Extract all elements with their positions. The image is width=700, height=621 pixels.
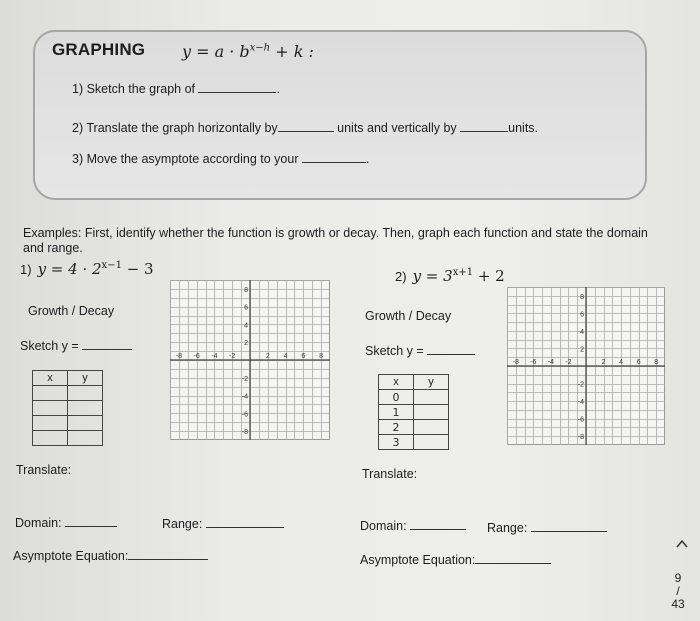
- problem-2-coordinate-grid: [507, 287, 665, 445]
- blank-line: [65, 516, 117, 527]
- problem-2-growth-decay: Growth / Decay: [365, 309, 452, 323]
- problem-1-domain: Domain:: [15, 516, 117, 530]
- blank-line: [302, 152, 366, 163]
- blank-line: [82, 339, 132, 350]
- x-tick-label: 6: [301, 353, 306, 360]
- y-tick-label: 2: [580, 346, 584, 354]
- problem-2-table: x y 0 1 2 3: [378, 374, 449, 450]
- y-tick-label: 4: [244, 322, 248, 330]
- page-title: GRAPHING: [52, 40, 146, 59]
- x-tick-label: 6: [636, 359, 641, 366]
- blank-line: [198, 82, 276, 93]
- problem-1-coordinate-grid: [170, 280, 330, 440]
- instructions: Examples: First, identify whether the function is growth or decay. Then, graph each function and state the domain and range.: [23, 226, 648, 255]
- x-tick-label: -4: [211, 353, 218, 360]
- blank-line: [206, 517, 284, 528]
- blank-line: [410, 519, 466, 530]
- problem-2-asymptote: Asymptote Equation:: [360, 553, 551, 567]
- y-tick-label: 6: [580, 311, 584, 319]
- x-tick-label: 2: [265, 353, 270, 360]
- problem-1-asymptote: Asymptote Equation:: [13, 549, 208, 563]
- blank-line: [427, 344, 475, 355]
- x-tick-label: 8: [654, 359, 659, 366]
- step-3: 3) Move the asymptote according to your .: [72, 152, 370, 166]
- x-tick-label: -8: [175, 353, 183, 360]
- x-tick-label: -2: [565, 359, 572, 366]
- x-tick-label: -8: [512, 359, 519, 366]
- problem-1-equation: 1) $y = 4 \cdot 2^{x-1} - 3$: [20, 260, 154, 278]
- step-2: 2) Translate the graph horizontally by units and vertically by units.: [72, 121, 539, 135]
- x-tick-label: 4: [283, 353, 288, 360]
- x-tick-label: -4: [547, 359, 555, 366]
- problem-1-range: Range:: [162, 517, 284, 531]
- y-tick-label: -8: [241, 429, 248, 437]
- y-tick-label: -4: [577, 399, 584, 407]
- y-tick-label: -2: [241, 375, 248, 383]
- chevron-up-icon: [676, 538, 688, 550]
- blank-line: [475, 553, 551, 564]
- general-formula: $y = a \cdot b^{x-h} + k$ :: [182, 42, 314, 61]
- problem-2-sketch: Sketch y =: [365, 344, 475, 358]
- page-counter: 9 / 43: [671, 571, 685, 611]
- y-tick-label: 2: [244, 340, 248, 348]
- x-tick-label: -6: [193, 353, 200, 360]
- y-tick-label: 8: [580, 293, 584, 301]
- step-1: 1) Sketch the graph of .: [72, 82, 280, 96]
- blank-line: [460, 121, 508, 132]
- x-tick-label: 2: [601, 359, 606, 366]
- y-tick-label: 8: [244, 286, 248, 294]
- blank-line: [531, 521, 607, 532]
- problem-1-table: x y: [32, 370, 103, 446]
- blank-line: [278, 121, 334, 132]
- y-tick-label: 6: [244, 304, 248, 312]
- y-tick-label: -6: [577, 416, 584, 424]
- y-tick-label: -8: [577, 434, 584, 442]
- previous-page-button[interactable]: [676, 538, 688, 553]
- problem-2-range: Range:: [487, 521, 607, 535]
- x-tick-label: -2: [229, 353, 236, 360]
- y-tick-label: -6: [241, 411, 248, 419]
- problem-1-translate: Translate:: [16, 463, 72, 477]
- x-tick-label: 4: [619, 359, 624, 366]
- blank-line: [128, 549, 208, 560]
- y-tick-label: 4: [580, 328, 584, 336]
- y-tick-label: -4: [241, 393, 248, 401]
- problem-1-growth-decay: Growth / Decay: [28, 304, 115, 318]
- problem-2-domain: Domain:: [360, 519, 466, 533]
- x-tick-label: 8: [319, 353, 324, 360]
- x-tick-label: -6: [530, 359, 537, 366]
- problem-2-translate: Translate:: [362, 467, 418, 481]
- problem-2-equation: 2) $y = 3^{x+1} + 2$: [395, 267, 505, 285]
- problem-1-sketch: Sketch y =: [20, 339, 132, 353]
- y-tick-label: -2: [577, 381, 584, 389]
